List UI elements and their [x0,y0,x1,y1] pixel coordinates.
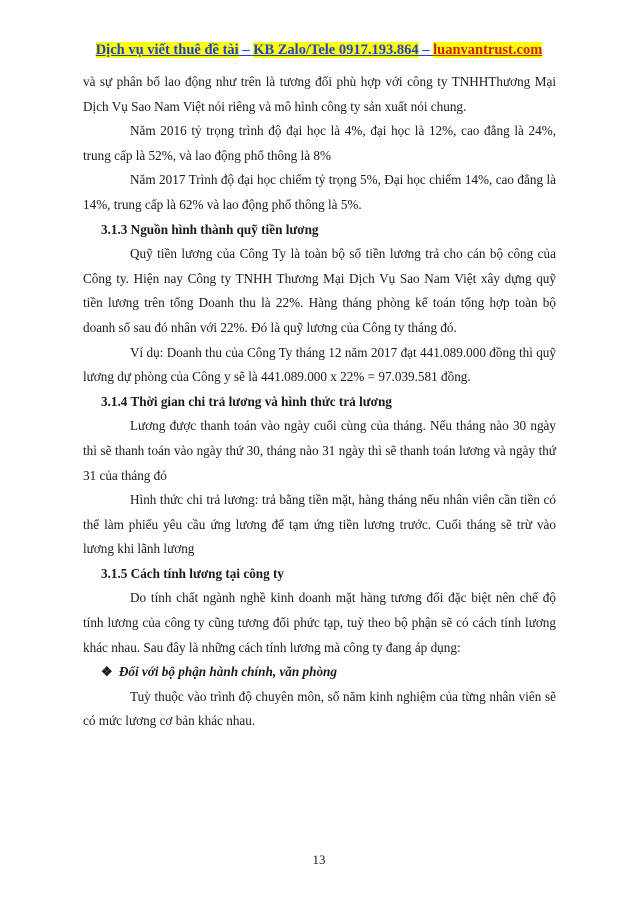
paragraph-payment-time: Lương được thanh toán vào ngày cuối cùng của tháng. Nếu tháng nào 30 ngày thì sẽ thanh toán vào ngày thứ 30, tháng nào 31 ngày thì sẽ thanh toán lương và ngày thứ 31 của tháng đó [83,418,556,483]
paragraph-2017: Năm 2017 Trình độ đại học chiếm tỷ trọng 5%, Đại học chiếm 14%, cao đẳng là 14%, trung cấp là 62% và lao động phổ thông là 5%. [83,172,556,212]
header-website: luanvantrust.com [433,42,543,58]
paragraph-calculation: Do tính chất ngành nghề kinh doanh mặt hàng tương đối đặc biệt nên chế độ tính lương của công ty cũng tương đối phức tạp, tuỳ theo bộ phận sẽ có cách tính lương khác nhau. Sau đây là những cách tính lương mà công ty đang áp dụng: [83,590,556,655]
paragraph-2016: Năm 2016 tỷ trọng trình độ đại học là 4%, đại học là 12%, cao đẳng là 24%, trung cấp là 52%, và lao động phổ thông là 8% [83,123,556,163]
page-header [0,41,638,59]
diamond-bullet-icon: ❖ [101,664,113,680]
paragraph-wage-fund: Quỹ tiền lương của Công Ty là toàn bộ số tiền lương trả cho cán bộ công của Công ty. Hiện nay Công ty TNHH Thương Mại Dịch Vụ Sao Nam Việt xây dựng quỹ tiền lương trên tổng Doanh thu là 22%. Hàng tháng phòng kế toán tổng hợp toàn bộ doanh số sau đó nhân với 22%. Đó là quỹ lương của Công ty tháng đó. [83,246,556,335]
paragraph-1: và sự phân bổ lao động như trên là tương đối phù hợp với công ty TNHHThương Mại Dịch Vụ Sao Nam Việt nói riêng và mô hình công ty sản xuất nói chung. [83,74,556,114]
header-sep-1: – [238,42,254,58]
bullet-office-label: Đối với bộ phận hành chính, văn phòng [118,664,337,680]
heading-3-1-5: 3.1.5 Cách tính lương tại công ty [101,565,285,581]
heading-3-1-4: 3.1.4 Thời gian chi trả lương và hình thức trả lương [101,393,392,409]
document-body [83,70,556,734]
paragraph-base-salary: Tuỳ thuộc vào trình độ chuyên môn, số năm kinh nghiệm của từng nhân viên sẽ có mức lương cơ bản khác nhau. [83,688,556,729]
paragraph-example: Ví dụ: Doanh thu của Công Ty tháng 12 năm 2017 đạt 441.089.000 đồng thì quỹ lương dự phòng của Công y sẽ là 441.089.000 x 22% = 97.039.581 đồng. [83,344,556,385]
header-contact: KB Zalo/Tele 0917.193.864 [253,42,419,58]
paragraph-payment-form: Hình thức chi trả lương: trả bằng tiền mặt, hàng tháng nếu nhân viên cần tiền có thể làm phiếu yêu cầu ứng lương để tạm ứng tiền lương trước. Cuối tháng sẽ trừ vào lương khi lãnh lương [83,492,556,557]
page-number: 13 [312,852,326,867]
header-sep-2: – [418,42,434,58]
bullet-office-department [83,660,556,685]
header-service: Dịch vụ viết thuê đề tài [95,42,239,58]
heading-3-1-3: 3.1.3 Nguồn hình thành quỹ tiền lương [101,221,319,237]
